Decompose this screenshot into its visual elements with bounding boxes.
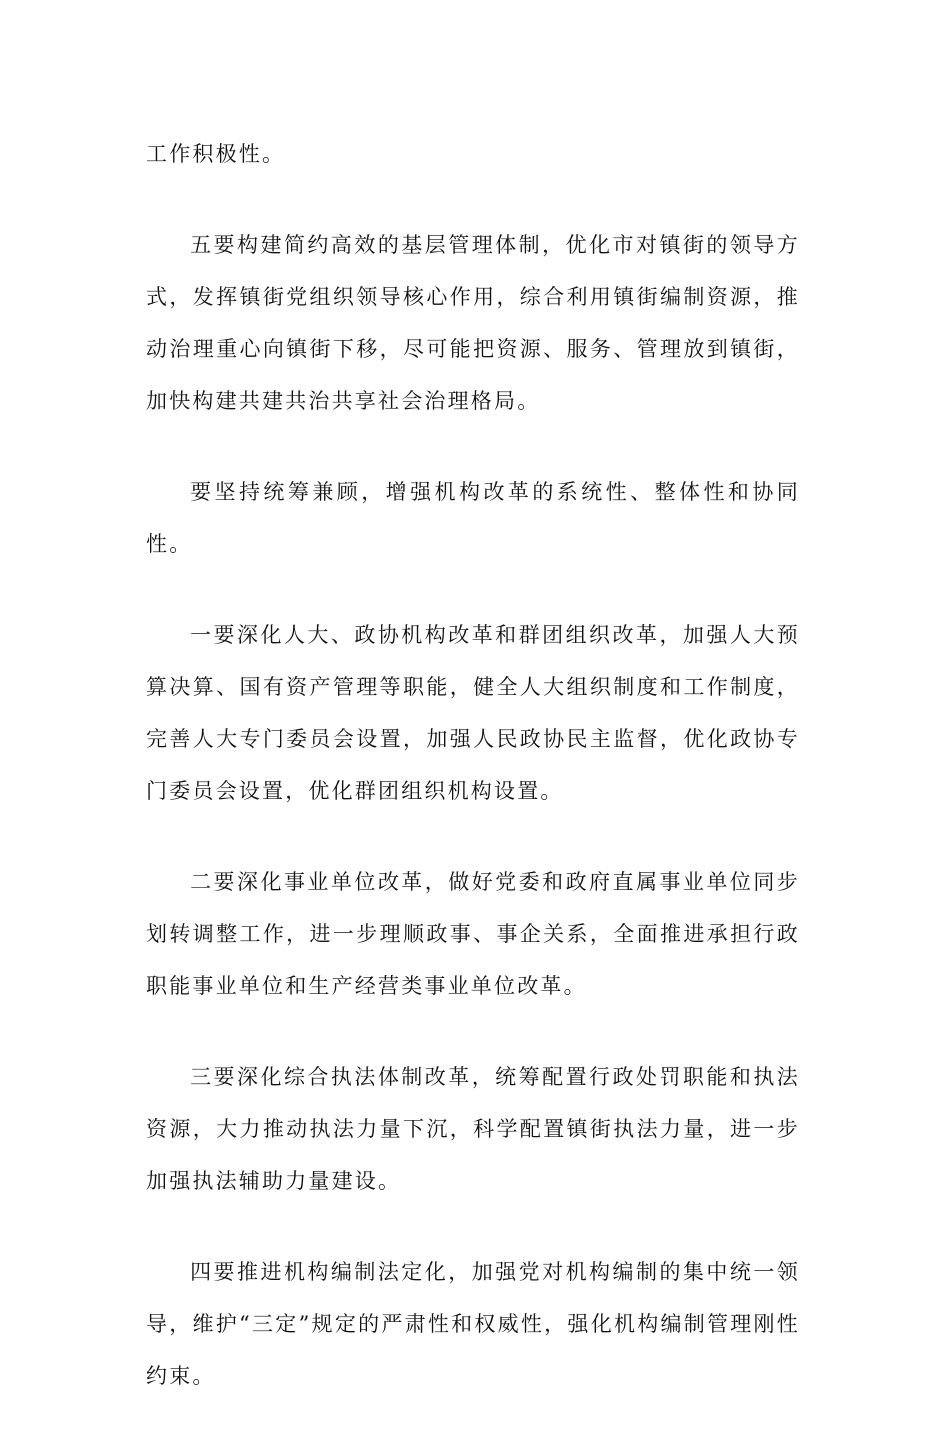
paragraph-point-four: 四要推进机构编制法定化，加强党对机构编制的集中统一领导，维护“三定”规定的严肃性和权威性，强化机构编制管理刚性约束。 xyxy=(146,1260,800,1388)
paragraph-point-one: 一要深化人大、政协机构改革和群团组织改革，加强人大预算决算、国有资产管理等职能，健全人大组织制度和工作制度，完善人大专门委员会设置，加强人民政协民主监督，优化政协专门委员会设置，优化群团组织机构设置。 xyxy=(146,623,800,803)
paragraph-point-five: 五要构建简约高效的基层管理体制，优化市对镇街的领导方式，发挥镇街党组织领导核心作用，综合利用镇街编制资源，推动治理重心向镇街下移，尽可能把资源、服务、管理放到镇街，加快构建共建共治共享社会治理格局。 xyxy=(146,233,800,413)
paragraph-point-two: 二要深化事业单位改革，做好党委和政府直属事业单位同步划转调整工作，进一步理顺政事、事企关系，全面推进承担行政职能事业单位和生产经营类事业单位改革。 xyxy=(146,870,800,998)
paragraph-continuation: 工作积极性。 xyxy=(146,142,286,166)
paragraph-point-three: 三要深化综合执法体制改革，统筹配置行政处罚职能和执法资源，大力推动执法力量下沉，科学配置镇街执法力量，进一步加强执法辅助力量建设。 xyxy=(146,1065,800,1193)
document-body xyxy=(146,128,800,1441)
paragraph-overall-coordination: 要坚持统筹兼顾，增强机构改革的系统性、整体性和协同性。 xyxy=(146,480,800,556)
